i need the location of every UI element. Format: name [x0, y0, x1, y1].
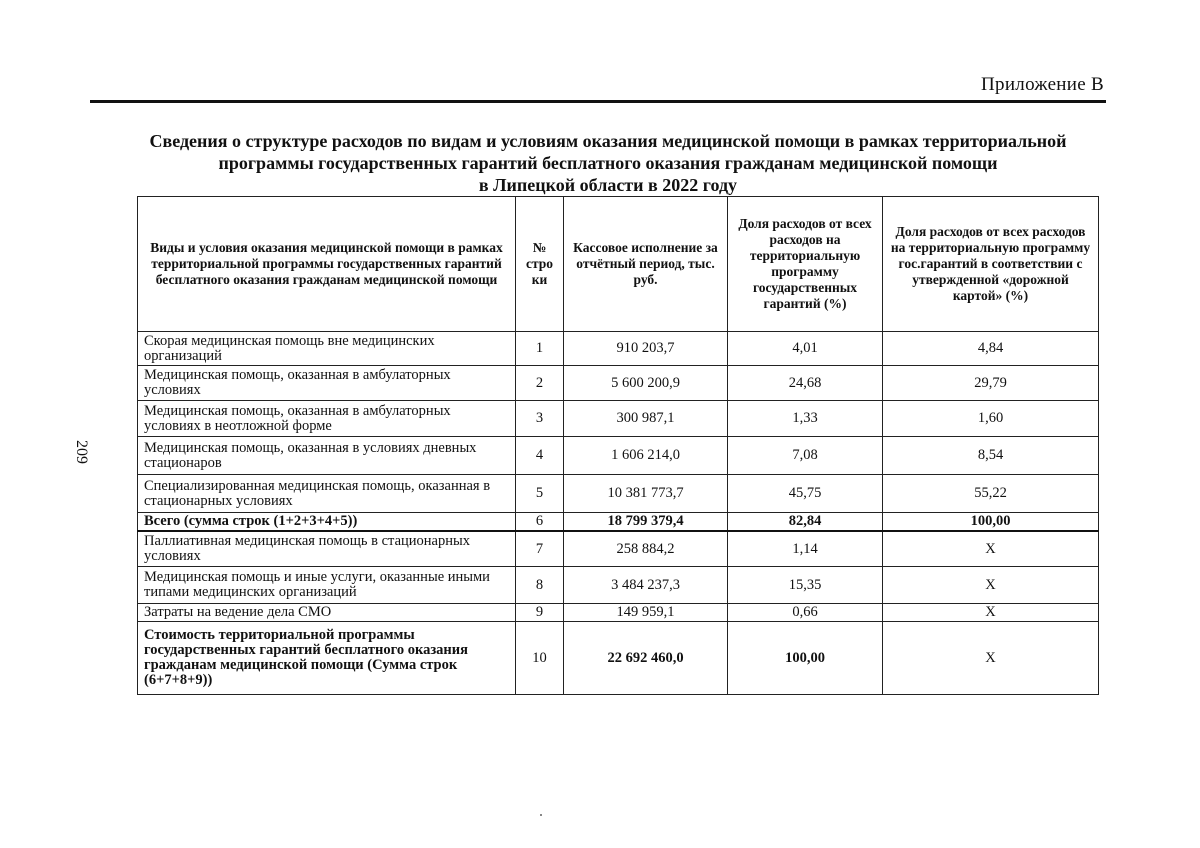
title-line-2: программы государственных гарантий бесплатного оказания гражданам медицинской помощи	[218, 153, 998, 173]
table-row	[138, 604, 1099, 622]
row-name: Медицинская помощь, оказанная в амбулаторных условиях	[138, 366, 516, 401]
row-name: Паллиативная медицинская помощь в стационарных условиях	[138, 531, 516, 567]
document-title	[110, 130, 1106, 196]
table-row	[138, 531, 1099, 567]
row-amount: 10 381 773,7	[564, 475, 728, 513]
row-roadmap: 1,60	[883, 401, 1099, 437]
row-name: Специализированная медицинская помощь, оказанная в стационарных условиях	[138, 475, 516, 513]
row-amount: 22 692 460,0	[564, 622, 728, 695]
table-row-grand-total	[138, 622, 1099, 695]
row-name: Всего (сумма строк (1+2+3+4+5))	[138, 513, 516, 532]
row-share: 4,01	[728, 332, 883, 366]
table-row	[138, 567, 1099, 604]
row-number: 2	[516, 366, 564, 401]
row-amount: 18 799 379,4	[564, 513, 728, 532]
row-amount: 3 484 237,3	[564, 567, 728, 604]
row-roadmap: 29,79	[883, 366, 1099, 401]
row-amount: 149 959,1	[564, 604, 728, 622]
row-roadmap: 4,84	[883, 332, 1099, 366]
row-number: 10	[516, 622, 564, 695]
row-number: 7	[516, 531, 564, 567]
row-amount: 258 884,2	[564, 531, 728, 567]
row-number: 9	[516, 604, 564, 622]
top-rule	[90, 100, 1106, 103]
row-name: Медицинская помощь, оказанная в условиях дневных стационаров	[138, 437, 516, 475]
row-roadmap: X	[883, 531, 1099, 567]
table-row	[138, 366, 1099, 401]
title-line-3: в Липецкой области в 2022 году	[478, 175, 738, 195]
header-amount: Кассовое исполнение за отчётный период, тыс. руб.	[564, 197, 728, 332]
row-share: 24,68	[728, 366, 883, 401]
table-row	[138, 332, 1099, 366]
scan-speck	[540, 814, 542, 816]
header-roadmap-share: Доля расходов от всех расходов на территориальную программу гос.гарантий в соответствии с утвержденной «дорожной картой» (%)	[883, 197, 1099, 332]
row-number: 4	[516, 437, 564, 475]
row-roadmap: 55,22	[883, 475, 1099, 513]
table-row	[138, 401, 1099, 437]
row-roadmap: X	[883, 622, 1099, 695]
row-name: Затраты на ведение дела СМО	[138, 604, 516, 622]
row-amount: 5 600 200,9	[564, 366, 728, 401]
row-share: 45,75	[728, 475, 883, 513]
row-amount: 300 987,1	[564, 401, 728, 437]
table-header-row	[138, 197, 1099, 332]
row-share: 15,35	[728, 567, 883, 604]
row-name: Медицинская помощь, оказанная в амбулаторных условиях в неотложной форме	[138, 401, 516, 437]
row-number: 1	[516, 332, 564, 366]
table-row	[138, 475, 1099, 513]
row-amount: 910 203,7	[564, 332, 728, 366]
table-row	[138, 437, 1099, 475]
row-roadmap: X	[883, 604, 1099, 622]
row-share: 100,00	[728, 622, 883, 695]
row-amount: 1 606 214,0	[564, 437, 728, 475]
row-share: 1,33	[728, 401, 883, 437]
row-share: 1,14	[728, 531, 883, 567]
row-number: 8	[516, 567, 564, 604]
row-number: 3	[516, 401, 564, 437]
row-share: 7,08	[728, 437, 883, 475]
row-name: Медицинская помощь и иные услуги, оказанные иными типами медицинских организаций	[138, 567, 516, 604]
page-number: 209	[73, 440, 90, 464]
appendix-label: Приложение В	[981, 74, 1104, 95]
header-row-number: № стро ки	[516, 197, 564, 332]
row-share: 0,66	[728, 604, 883, 622]
header-share: Доля расходов от всех расходов на территориальную программу государственных гарантий (%)	[728, 197, 883, 332]
row-name: Стоимость территориальной программы государственных гарантий бесплатного оказания гражданам медицинской помощи (Сумма строк (6+7+8+9))	[138, 622, 516, 695]
header-type: Виды и условия оказания медицинской помощи в рамках территориальной программы государственных гарантий бесплатного оказания гражданам медицинской помощи	[138, 197, 516, 332]
row-name: Скорая медицинская помощь вне медицинских организаций	[138, 332, 516, 366]
row-number: 5	[516, 475, 564, 513]
title-line-1: Сведения о структуре расходов по видам и условиям оказания медицинской помощи в рамках территориальной	[149, 131, 1067, 151]
row-share: 82,84	[728, 513, 883, 532]
row-roadmap: 8,54	[883, 437, 1099, 475]
row-roadmap: 100,00	[883, 513, 1099, 532]
expense-structure-table	[137, 196, 1099, 695]
row-number: 6	[516, 513, 564, 532]
row-roadmap: X	[883, 567, 1099, 604]
table-row-total	[138, 513, 1099, 532]
